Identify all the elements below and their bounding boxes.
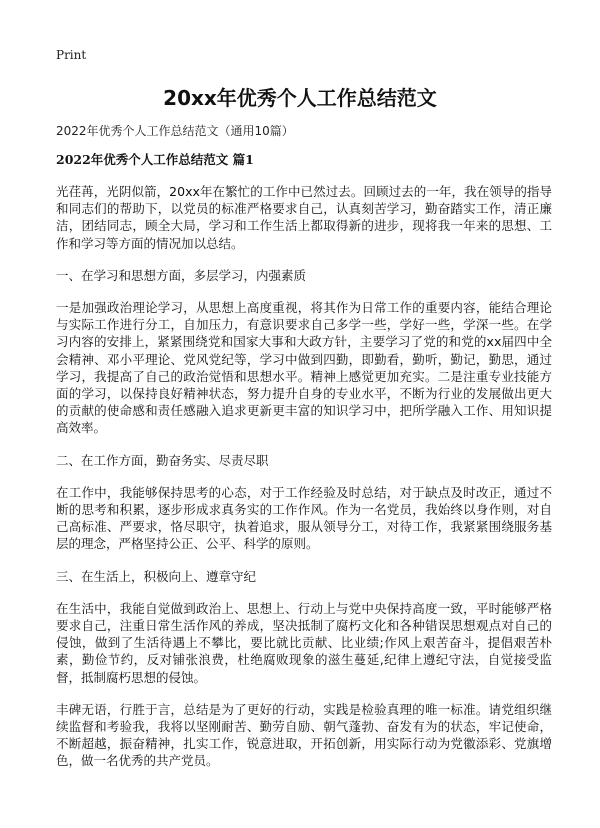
subheading-study: 一、在学习和思想方面，多层学习，内强素质 xyxy=(56,267,307,283)
section-heading: 2022年优秀个人工作总结范文 篇1 xyxy=(56,152,254,167)
subheading-work: 二、在工作方面，勤奋务实、尽责尽职 xyxy=(56,452,269,468)
subheading-life: 三、在生活上，积极向上、遵章守纪 xyxy=(56,568,257,584)
paragraph-conclusion: 丰碑无语，行胜于言，总结是为了更好的行动，实践是检验真理的唯一标准。请党组织继续监督和考验我，我将以坚刚耐苦、勤劳自励、朝气蓬勃、奋发有为的状态，牢记使命，不断超越，振奋精神，扎实工作，锐意进取，开拓创新，用实际行动为党徽添彩、党旗增色，做一名优秀的共产党员。 xyxy=(56,701,552,769)
paragraph-life: 在生活中，我能自觉做到政治上、思想上、行动上与党中央保持高度一致，平时能够严格要求自己，注重日常生活作风的养成，坚决抵制了腐朽文化和各种错误思想观点对自己的侵蚀，做到了生活待遇上不攀比，要比就比贡献、比业绩;作风上艰苦奋斗，提倡艰苦朴素，勤俭节约，反对铺张浪费，杜绝腐败现象的滋生蔓延,纪律上遵纪守法，自觉接受监督，抵制腐朽思想的侵蚀。 xyxy=(56,600,552,685)
article-body xyxy=(56,183,552,785)
document-subtitle: 2022年优秀个人工作总结范文（通用10篇） xyxy=(56,124,294,138)
paragraph-intro: 光荏苒，光阴似箭，20xx年在繁忙的工作中已然过去。回顾过去的一年，我在领导的指导和同志们的帮助下，以党员的标准严格要求自己，认真刻苦学习，勤奋踏实工作，清正廉洁，团结同志，顾全大局，学习和工作生活上都取得新的进步，现将我一年来的思想、工作和学习等方面的情况加以总结。 xyxy=(56,184,552,251)
paragraph-work: 在工作中，我能够保持思考的心态，对于工作经验及时总结，对于缺点及时改正，通过不断的思考和积累，逐步形成求真务实的工作作风。作为一名党员，我始终以身作则，对自己高标准、严要求，恪尽职守，执着追求，服从领导分工，对待工作，我紧紧围绕服务基层的理念，严格坚持公正、公平、科学的原则。 xyxy=(56,484,552,552)
print-link[interactable]: Print xyxy=(56,48,87,62)
paragraph-study: 一是加强政治理论学习，从思想上高度重视，将其作为日常工作的重要内容，能结合理论与实际工作进行分工，自加压力，有意识要求自己多学一些，学好一些，学深一些。在学习内容的安排上，紧紧围绕党和国家大事和大政方针，主要学习了党的和党的xx届四中全会精神、邓小平理论、党风党纪等，学习中做到四勤，即勤看，勤听，勤记，勤思，通过学习，我提高了自己的政治觉悟和思想水平。精神上感觉更加充实。二是注重专业技能方面的学习，以保持良好精神状态，努力提升自身的专业水平，不断为行业的发展做出更大的贡献的使命感和责任感融入追求更新更丰富的知识学习中，把所学融入工作、用知识提高效率。 xyxy=(56,300,552,436)
page-title: 20xx年优秀个人工作总结范文 xyxy=(163,86,437,110)
